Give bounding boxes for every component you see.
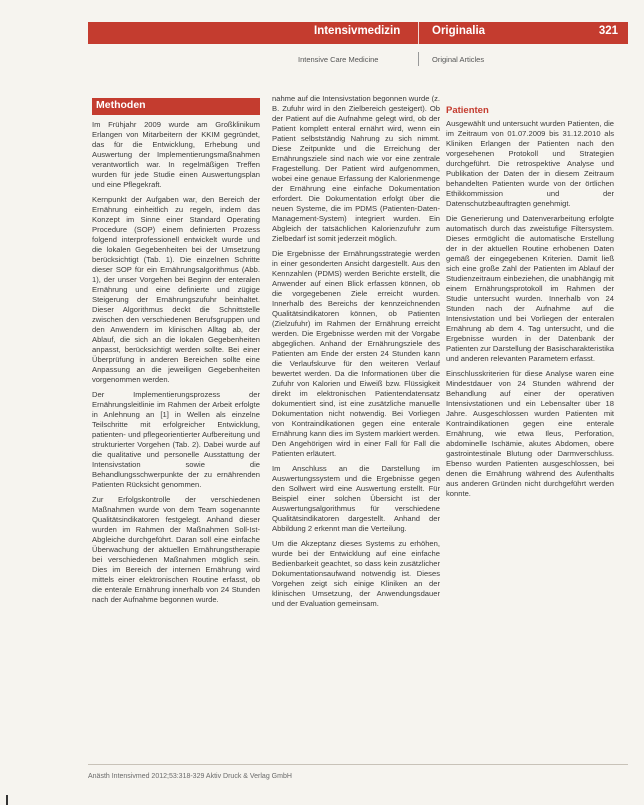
header-divider	[418, 22, 419, 44]
page-subheader	[88, 52, 628, 66]
subheader-section-en: Intensive Care Medicine	[298, 55, 379, 64]
header-section: Intensivmedizin	[314, 25, 401, 37]
subheader-divider	[418, 52, 419, 66]
column-3	[446, 106, 614, 504]
body-paragraph: Die Ergebnisse der Ernährungsstrategie werden in einer gesonderten Ansicht dargestellt. Aus den Kennzahlen (PDMS) werden Berichte erstellt, die Anwender auf einen Blick erfassen können, ob die vorgegebenen Ziele erreicht wurden. Innerhalb des Bereichs der kennzeichnenden Qualitätsindikatoren können, ob Patienten (Zielzufuhr) im Rahmen der Ernährung erreicht werden. Die Ergebnisse werden mit der Vorgabe abgeglichen. Anhand der Ernährungsziele des Patienten am Ende der ersten 24 Stunden kann die Verlaufskurve für den weiteren Verlauf bewertet werden. Da die Informationen über die Zufuhr von Kalorien und Eiweiß bzw. Flüssigkeit direkt im elektronischen Patientendatensatz dokumentiert sind, ist eine zusätzliche manuelle Dokumentation nicht notwendig. Bei Vorliegen von Kontraindikationen gegen eine enterale Ernährung kann dies im System markiert werden. Den Angehörigen wird in einer Fall für Fall die Patienten erläutert.	[272, 249, 440, 458]
column-1	[92, 98, 260, 610]
methods-paragraph: Im Frühjahr 2009 wurde am Großklinikum Erlangen von Mitarbeitern der KKIM gegründet, das für die Entwicklung, Erhebung und Auswertung der Implementierungsmaßnahmen verantwortlich war. In regelmäßigen Treffen wurden für jede Studie einen Auswertungsplan und eine Pflegekraft.	[92, 120, 260, 189]
methods-paragraph: Zur Erfolgskontrolle der verschiedenen Maßnahmen wurde von dem Team sogenannte Qualitätsindikatoren festgelegt. Anhand dieser wurden im Rahmen der Maßnahmen Soll-Ist-Abgleiche durchgeführt. Daran soll eine einfache Überwachung der aktuellen Ernährungstherapie bei verschiedenen Maßnahmen möglich sein. Dies im Bereich der internen Ernährung wird mittels einer elektronischen Routine erfasst, ob die enterale Ernährung innerhalb von 24 Stunden nach der Aufnahme begonnen wurde.	[92, 495, 260, 604]
body-paragraph: Um die Akzeptanz dieses Systems zu erhöhen, wurde bei der Entwicklung auf eine einfache Bedienbarkeit geachtet, so dass kein zusätzlicher Dokumentationsaufwand notwendig ist. Dieses Vorgehen zeigt sich einige Kliniken an der klinischen Umsetzung, der Anwendungsdauer und der Evaluation gemeinsam.	[272, 539, 440, 608]
column-2	[272, 94, 440, 614]
page-edge-mark	[6, 795, 8, 805]
patients-paragraph: Die Generierung und Datenverarbeitung erfolgte automatisch durch das zweistufige Filtersystem. Dieses ermöglicht die automatische Erstellung der in der aktuellen Routine erhobenen Daten gemäß der eingegebenen Kriterien. Damit ließ sich eine große Zahl der Patienten im Ablauf der Studienzeitraum einbeziehen, die unabhängig mit einem Ernährungsprotokoll im Rahmen der Studie untersucht wurden. Innerhalb von 24 Stunden nach der Aufnahme auf die Intensivstation und bei Vorliegen der enteralen Ernährung ab dem 4. Tag untersucht, und die Ergebnisse wurden in der Datenbank der Patienten zur Darstellung der Basischarakteristika und anderen relevanten Parametern erfasst.	[446, 214, 614, 363]
body-paragraph: Im Anschluss an die Darstellung im Auswertungssystem und die Ergebnisse gegen den Sollwert wird eine Auswertung erstellt. Für Beispiel einer solchen Übersicht ist der Auswertungsalgorithmus für verschiedene Qualitätsindikatoren dargestellt. Anhand der Abbildung 2 erkennt man die Verteilung.	[272, 464, 440, 533]
header-article-type: Originalia	[432, 25, 486, 37]
patients-paragraph: Einschlusskriterien für diese Analyse waren eine Mindestdauer von 24 Stunden während der Behandlung auf einer der operativen Intensivstationen und ein Lebensalter über 18 Jahre. Ausgeschlossen wurden Patienten mit Kontraindikationen gegen eine enterale Ernährung, wie etwa Ileus, Perforation, abdominelle Ischämie, akutes Abdomen, obere gastrointestinale Blutung oder Darmverschluss. Ebenso wurden Patienten ausgeschlossen, bei denen die Ernährung während des Aufenthalts aus anderen Gründen nicht durchgeführt werden konnte.	[446, 369, 614, 498]
body-paragraph: nahme auf die Intensivstation begonnen wurde (z. B. Zufuhr wird in den Zielbereich gesteigert). Ob der Patient auf die Aufnahme gelegt wird, ob der Patient komplett enteral ernährt wird, wenn ein Patient selbstständig Nahrung zu sich nimmt. Diese Zeitpunkte und die Erreichung der Ernährungsziele sind nach wie vor eine zentrale Fragestellung. Der Patient wird aufgenommen, wobei eine genaue Erfassung der Kalorienmenge der Ernährung eine einfache Dokumentation erfordert. Die Dokumentation erfolgt über die neuen Systeme, die im PDMS (Patienten-Daten-Management-System) integriert wurden. Ein Abgleich der tatsächlichen Kalorienzufuhr zum Zielbedarf ist somit jederzeit möglich.	[272, 94, 441, 243]
footer-citation: Anästh Intensivmed 2012;53:318-329 Aktiv Druck & Verlag GmbH	[88, 773, 292, 780]
patients-paragraph: Ausgewählt und untersucht wurden Patienten, die im Zeitraum von 01.07.2009 bis 31.12.2010 als Kliniken Erlangen der Patienten nach den vorgesehenen Protokoll und Strategien durchgeführt. Die retrospektive Analyse und Publikation der Daten der in diesem Zeitraum behandelten Patienten wurde von der örtlichen Ethikkommission und der Datenschutzbeauftragten genehmigt.	[446, 119, 614, 208]
page-number: 321	[598, 25, 618, 37]
methods-heading: Methoden	[96, 99, 146, 111]
methods-paragraph: Der Implementierungsprozess der Ernährungsleitlinie im Rahmen der Arbeit erfolgte in Anlehnung an [1] in Wellen als einzelne Teilschritte mit erfolgreicher Entwicklung, patienten- und pflegeorientierter Aufbereitung und strukturierter Vorgehen (Tab. 2). Dabei wurde auf die qualitative und personelle Ausstattung der Intensivstation sowie die Behandlungsschwerpunkte der zu ernährenden Patienten Rücksicht genommen.	[92, 390, 260, 489]
methods-heading-bar	[92, 98, 260, 115]
page-footer	[88, 764, 628, 789]
subheader-type-en: Original Articles	[432, 55, 485, 64]
page-header	[88, 22, 628, 44]
patients-heading: Patienten	[446, 105, 489, 116]
methods-paragraph: Kernpunkt der Aufgaben war, den Bereich der Ernährung einheitlich zu regeln, indem das Konzept im Sinne einer Standard Operating Procedure (SOP) einem definierten Prozess folgend interprofessionell entwickelt wurde und die lokalen Gegebenheiten bei der Umsetzung berücksichtigt (Tab. 1). Die einzelnen Schritte dieser SOP für ein Ernährungsalgorithmus (Abb. 1), der unser Vorgehen bei Beginn der enteralen Ernährung und eine definierte und zügige Steigerung der Ernährungszufuhr beinhaltet. Dieser Algorithmus deckt die Schnittstelle zwischen den verschiedenen Berufsgruppen und den Anwendern im klinischen Alltag ab, der Ablauf, die sich an die lokalen Gegebenheiten anpasst, berücksichtigt werden sollte. Bei einer Überprüfung in anderen Bereichen sollte eine Anpassung an die jeweiligen Gegebenheiten vorgenommen werden.	[92, 195, 260, 384]
